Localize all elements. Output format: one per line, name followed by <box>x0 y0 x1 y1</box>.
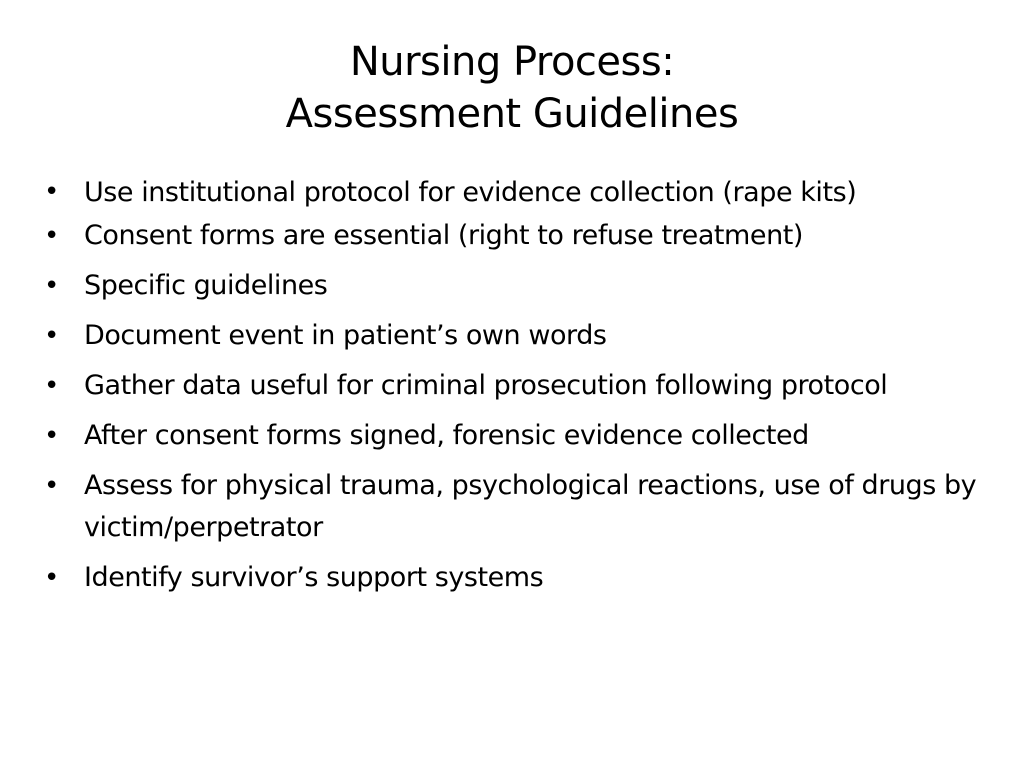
slide-title-line-2: Assessment Guidelines <box>285 91 739 137</box>
slide-title-line-1: Nursing Process: <box>349 39 675 85</box>
bullet-item <box>44 176 994 209</box>
bullet-icon: • <box>44 271 59 301</box>
bullet-item <box>44 557 994 599</box>
bullet-text: Document event in patient’s own words <box>84 320 607 351</box>
bullet-text: Use institutional protocol for evidence collection (rape kits) <box>84 177 857 208</box>
bullet-item <box>44 215 994 257</box>
bullet-icon: • <box>44 421 59 451</box>
bullet-icon: • <box>44 177 59 207</box>
bullet-item <box>44 315 994 357</box>
bullet-item <box>44 415 994 457</box>
bullet-icon: • <box>44 371 59 401</box>
bullet-text: Assess for physical trauma, psychological reactions, use of drugs by victim/perpetrator <box>84 470 977 543</box>
bullet-text: After consent forms signed, forensic evidence collected <box>84 420 809 451</box>
slide-title <box>60 36 964 140</box>
bullet-text: Gather data useful for criminal prosecution following protocol <box>84 370 888 401</box>
bullet-icon: • <box>44 471 59 501</box>
bullet-item <box>44 265 994 307</box>
bullet-icon: • <box>44 221 59 251</box>
bullet-icon: • <box>44 321 59 351</box>
bullet-item <box>44 465 994 549</box>
bullet-item <box>44 365 994 407</box>
bullet-icon: • <box>44 563 59 593</box>
bullet-list <box>44 176 994 607</box>
bullet-text: Identify survivor’s support systems <box>84 562 544 593</box>
bullet-text: Specific guidelines <box>84 270 328 301</box>
bullet-text: Consent forms are essential (right to refuse treatment) <box>84 220 803 251</box>
